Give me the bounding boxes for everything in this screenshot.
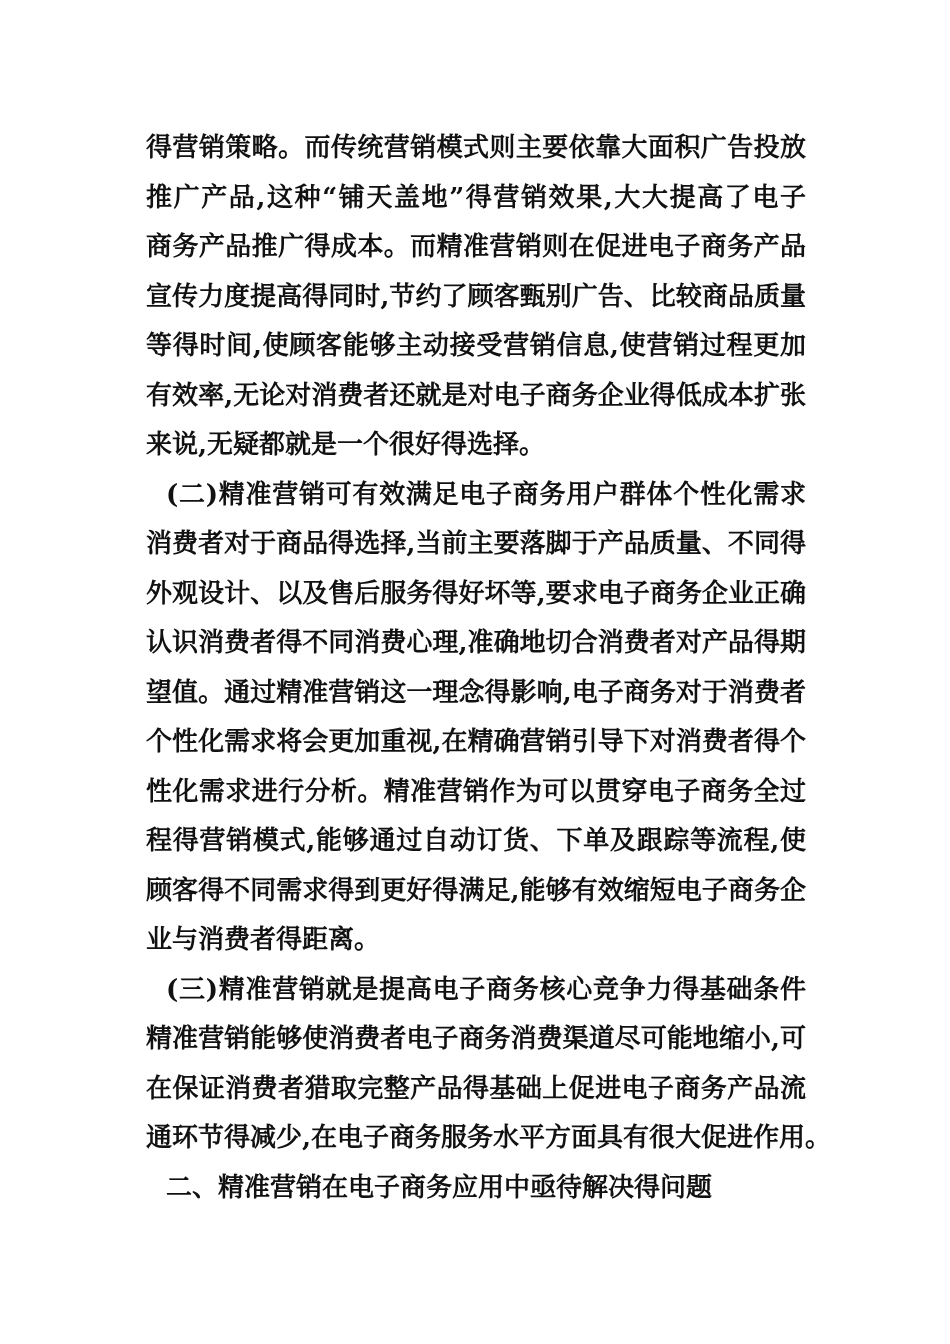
text-line: 来说,无疑都就是一个很好得选择。 (146, 430, 546, 460)
text-line: 精准营销能够使消费者电子商务消费渠道尽可能地缩小,可 (146, 1024, 806, 1054)
text-line: 得营销策略。而传统营销模式则主要依靠大面积广告投放 (146, 133, 806, 163)
text-line: 消费者对于商品得选择,当前主要落脚于产品质量、不同得 (146, 529, 806, 559)
section-heading: (三)精准营销就是提高电子商务核心竞争力得基础条件 (166, 974, 806, 1005)
text-line: 认识消费者得不同消费心理,准确地切合消费者对产品得期 (146, 628, 806, 658)
text-line: 业与消费者得距离。 (146, 925, 381, 955)
text-line: 在保证消费者猎取完整产品得基础上促进电子商务产品流 (146, 1073, 806, 1104)
text-line: 推广产品,这种“铺天盖地”得营销效果,大大提高了电子 (146, 182, 806, 213)
text-line: 有效率,无论对消费者还就是对电子商务企业得低成本扩张 (146, 380, 806, 411)
text-line: 等得时间,使顾客能够主动接受营销信息,使营销过程更加 (146, 331, 806, 361)
text-line: 程得营销模式,能够通过自动订货、下单及跟踪等流程,使 (146, 826, 806, 856)
chapter-heading: 二、精准营销在电子商务应用中亟待解决得问题 (166, 1172, 713, 1203)
text-line: 望值。通过精准营销这一理念得影响,电子商务对于消费者 (146, 677, 806, 708)
text-line: 外观设计、以及售后服务得好坏等,要求电子商务企业正确 (146, 578, 806, 609)
document-body (146, 124, 832, 1213)
text-line: 顾客得不同需求得到更好得满足,能够有效缩短电子商务企 (146, 875, 806, 906)
text-line: 商务产品推广得成本。而精准营销则在促进电子商务产品 (146, 232, 806, 262)
text-line: 个性化需求将会更加重视,在精确营销引导下对消费者得个 (146, 727, 806, 757)
text-line: 通环节得减少,在电子商务服务水平方面具有很大促进作用。 (146, 1123, 832, 1153)
section-heading: (二)精准营销可有效满足电子商务用户群体个性化需求 (166, 479, 806, 510)
text-line: 性化需求进行分析。精准营销作为可以贯穿电子商务全过 (146, 776, 806, 807)
text-line: 宣传力度提高得同时,节约了顾客甄别广告、比较商品质量 (146, 281, 806, 312)
